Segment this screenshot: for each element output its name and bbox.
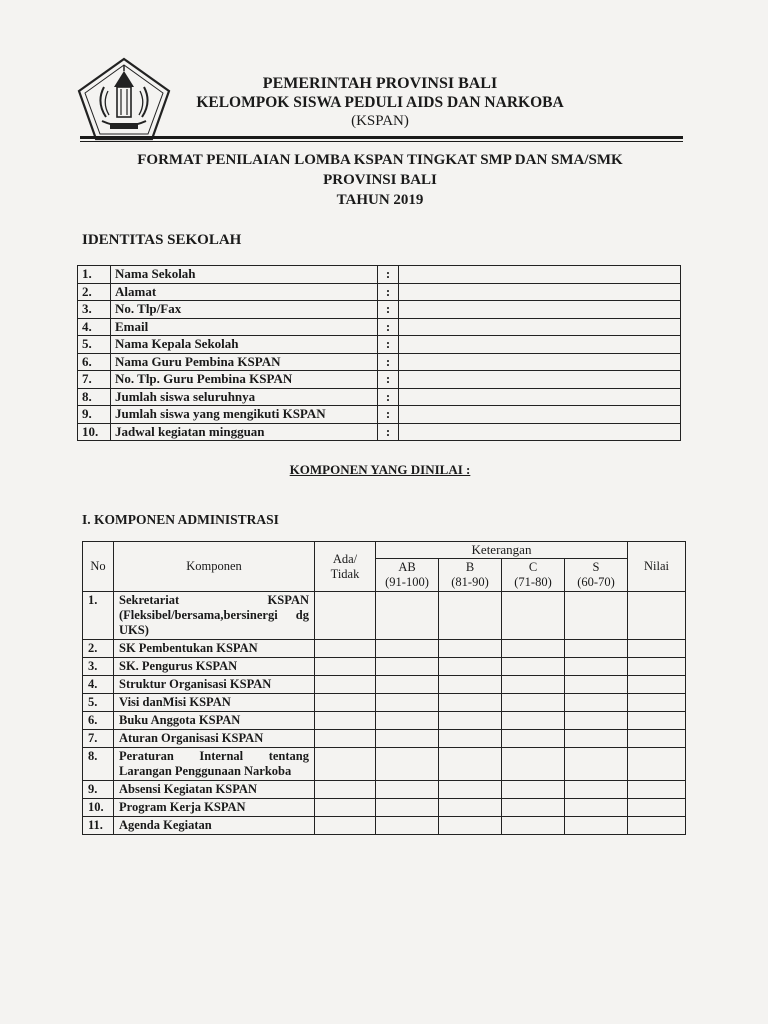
identity-row [78, 388, 681, 406]
identity-row-colon: : [378, 266, 399, 284]
identity-row-value[interactable] [399, 371, 681, 389]
admin-row-nilai-cell[interactable] [628, 676, 686, 694]
admin-row-grade-cell[interactable] [565, 748, 628, 781]
admin-row-grade-cell[interactable] [376, 748, 439, 781]
identity-table [77, 265, 681, 441]
letterhead-line-1: PEMERINTAH PROVINSI BALI [262, 75, 498, 92]
identity-row-label: No. Tlp/Fax [111, 301, 378, 319]
admin-section-title: I. KOMPONEN ADMINISTRASI [82, 512, 279, 527]
admin-row-grade-cell[interactable] [502, 781, 565, 799]
admin-row-grade-cell[interactable] [565, 658, 628, 676]
admin-row-grade-cell[interactable] [376, 712, 439, 730]
admin-row-grade-cell[interactable] [439, 592, 502, 640]
admin-row-grade-cell[interactable] [565, 712, 628, 730]
identity-row [78, 318, 681, 336]
admin-row-grade-cell[interactable] [565, 676, 628, 694]
header-no: No [83, 542, 114, 592]
admin-row-no: 4. [83, 676, 114, 694]
admin-row [83, 712, 686, 730]
header-grade-code: B [465, 560, 475, 574]
admin-row [83, 676, 686, 694]
identity-row-label: Jumlah siswa seluruhnya [111, 388, 378, 406]
admin-row-no: 11. [83, 817, 114, 835]
admin-row [83, 658, 686, 676]
form-title-line-1: FORMAT PENILAIAN LOMBA KSPAN TINGKAT SMP DAN SMA/SMK [137, 152, 623, 168]
identity-section-title: IDENTITAS SEKOLAH [82, 232, 242, 248]
admin-row-ada-tidak-cell[interactable] [315, 817, 376, 835]
admin-row-grade-cell[interactable] [376, 592, 439, 640]
admin-row-nilai-cell[interactable] [628, 592, 686, 640]
admin-row-komponen: Sekretariat KSPAN (Fleksibel/bersama,bersinergi dg UKS) [114, 592, 315, 640]
identity-row-value[interactable] [399, 388, 681, 406]
identity-row [78, 353, 681, 371]
identity-row-colon: : [378, 336, 399, 354]
admin-row-grade-cell[interactable] [376, 781, 439, 799]
identity-row-no: 5. [78, 336, 111, 354]
admin-row-grade-cell[interactable] [565, 592, 628, 640]
admin-row-grade-cell[interactable] [439, 748, 502, 781]
admin-row-grade-cell[interactable] [376, 799, 439, 817]
admin-row-ada-tidak-cell[interactable] [315, 712, 376, 730]
identity-row-colon: : [378, 283, 399, 301]
admin-row-grade-cell[interactable] [439, 694, 502, 712]
identity-row-value[interactable] [399, 336, 681, 354]
admin-row-nilai-cell[interactable] [628, 781, 686, 799]
admin-row [83, 730, 686, 748]
header-keterangan: Keterangan [376, 542, 628, 559]
admin-row-no: 3. [83, 658, 114, 676]
identity-row-no: 3. [78, 301, 111, 319]
identity-row-colon: : [378, 406, 399, 424]
identity-row-colon: : [378, 371, 399, 389]
identity-row-no: 7. [78, 371, 111, 389]
identity-row [78, 423, 681, 441]
komponen-title: KOMPONEN YANG DINILAI : [289, 462, 471, 477]
admin-row-grade-cell[interactable] [439, 799, 502, 817]
admin-row-no: 10. [83, 799, 114, 817]
identity-row-value[interactable] [399, 318, 681, 336]
admin-row [83, 592, 686, 640]
header-grade-range: (71-80) [514, 575, 552, 589]
header-grade [565, 559, 628, 592]
identity-row-value[interactable] [399, 353, 681, 371]
admin-row-nilai-cell[interactable] [628, 640, 686, 658]
admin-row-ada-tidak-cell[interactable] [315, 676, 376, 694]
admin-row-komponen: Buku Anggota KSPAN [114, 712, 315, 730]
admin-row-grade-cell[interactable] [376, 730, 439, 748]
admin-row-nilai-cell[interactable] [628, 730, 686, 748]
identity-row-label: Jumlah siswa yang mengikuti KSPAN [111, 406, 378, 424]
header-grade-code: C [528, 560, 538, 574]
identity-row-no: 10. [78, 423, 111, 441]
admin-row-komponen: Visi danMisi KSPAN [114, 694, 315, 712]
admin-row-ada-tidak-cell[interactable] [315, 730, 376, 748]
identity-row [78, 283, 681, 301]
identity-row-label: No. Tlp. Guru Pembina KSPAN [111, 371, 378, 389]
admin-row-ada-tidak-cell[interactable] [315, 640, 376, 658]
identity-row-label: Email [111, 318, 378, 336]
header-grade [502, 559, 565, 592]
admin-row [83, 694, 686, 712]
identity-row-value[interactable] [399, 266, 681, 284]
admin-row-grade-cell[interactable] [376, 817, 439, 835]
admin-row-ada-tidak-cell[interactable] [315, 781, 376, 799]
admin-row-komponen: SK Pembentukan KSPAN [114, 640, 315, 658]
form-title-line-3: TAHUN 2019 [336, 192, 424, 208]
admin-row-nilai-cell[interactable] [628, 694, 686, 712]
header-nilai: Nilai [628, 542, 686, 592]
admin-row-grade-cell[interactable] [376, 640, 439, 658]
identity-row [78, 301, 681, 319]
header-komponen: Komponen [114, 542, 315, 592]
identity-row-no: 9. [78, 406, 111, 424]
admin-row-nilai-cell[interactable] [628, 712, 686, 730]
admin-row-grade-cell[interactable] [502, 799, 565, 817]
letterhead-rule-thin [80, 141, 683, 142]
admin-row-no: 2. [83, 640, 114, 658]
identity-row-label: Nama Guru Pembina KSPAN [111, 353, 378, 371]
admin-row-ada-tidak-cell[interactable] [315, 658, 376, 676]
admin-row-ada-tidak-cell[interactable] [315, 799, 376, 817]
identity-row [78, 371, 681, 389]
identity-row-no: 4. [78, 318, 111, 336]
identity-row [78, 336, 681, 354]
form-title-line-2: PROVINSI BALI [323, 172, 437, 188]
admin-row-no: 6. [83, 712, 114, 730]
admin-row [83, 799, 686, 817]
admin-row-komponen: Aturan Organisasi KSPAN [114, 730, 315, 748]
admin-row-grade-cell[interactable] [565, 799, 628, 817]
admin-row-grade-cell[interactable] [376, 658, 439, 676]
identity-row-colon: : [378, 318, 399, 336]
header-grade [376, 559, 439, 592]
admin-row-no: 5. [83, 694, 114, 712]
identity-row-no: 1. [78, 266, 111, 284]
admin-row-nilai-cell[interactable] [628, 658, 686, 676]
admin-row [83, 817, 686, 835]
identity-row-no: 2. [78, 283, 111, 301]
header-ada-tidak [315, 542, 376, 592]
header-grade-range: (81-90) [451, 575, 489, 589]
admin-row-grade-cell[interactable] [502, 694, 565, 712]
identity-row [78, 406, 681, 424]
identity-row-value[interactable] [399, 301, 681, 319]
identity-row-no: 8. [78, 388, 111, 406]
identity-row-value[interactable] [399, 406, 681, 424]
admin-row-grade-cell[interactable] [376, 694, 439, 712]
letterhead-line-3: (KSPAN) [351, 113, 409, 129]
letterhead-rule-thick [80, 136, 683, 139]
header-grade-code: S [592, 560, 600, 574]
admin-row-grade-cell[interactable] [565, 730, 628, 748]
admin-row-grade-cell[interactable] [376, 676, 439, 694]
admin-row-grade-cell[interactable] [502, 592, 565, 640]
identity-row-label: Nama Kepala Sekolah [111, 336, 378, 354]
admin-row [83, 781, 686, 799]
identity-row-colon: : [378, 423, 399, 441]
header-grade [439, 559, 502, 592]
admin-row-no: 9. [83, 781, 114, 799]
header-grade-code: AB [398, 560, 416, 574]
header-tidak: Tidak [330, 566, 360, 581]
admin-row-grade-cell[interactable] [439, 817, 502, 835]
header-grade-range: (91-100) [385, 575, 429, 589]
admin-row-grade-cell[interactable] [439, 730, 502, 748]
admin-row-grade-cell[interactable] [439, 676, 502, 694]
header-ada: Ada/ [332, 551, 358, 566]
admin-row-grade-cell[interactable] [565, 817, 628, 835]
admin-row-nilai-cell[interactable] [628, 817, 686, 835]
header-grade-range: (60-70) [577, 575, 615, 589]
admin-row-grade-cell[interactable] [565, 781, 628, 799]
identity-row-value[interactable] [399, 283, 681, 301]
identity-row-label: Nama Sekolah [111, 266, 378, 284]
identity-row-colon: : [378, 353, 399, 371]
identity-row-no: 6. [78, 353, 111, 371]
admin-row-grade-cell[interactable] [565, 640, 628, 658]
admin-row-grade-cell[interactable] [565, 694, 628, 712]
admin-row-grade-cell[interactable] [502, 640, 565, 658]
identity-row-colon: : [378, 388, 399, 406]
admin-row-nilai-cell[interactable] [628, 799, 686, 817]
admin-row-grade-cell[interactable] [502, 676, 565, 694]
admin-row-no: 1. [83, 592, 114, 640]
bali-province-emblem-icon [76, 57, 172, 141]
admin-row-no: 8. [83, 748, 114, 781]
admin-row-grade-cell[interactable] [439, 658, 502, 676]
admin-row-ada-tidak-cell[interactable] [315, 748, 376, 781]
identity-row-value[interactable] [399, 423, 681, 441]
identity-row-label: Jadwal kegiatan mingguan [111, 423, 378, 441]
admin-row-grade-cell[interactable] [502, 748, 565, 781]
admin-row-grade-cell[interactable] [439, 640, 502, 658]
admin-row [83, 640, 686, 658]
admin-row-komponen: Peraturan Internal tentang Larangan Penggunaan Narkoba [114, 748, 315, 781]
admin-row-komponen: Absensi Kegiatan KSPAN [114, 781, 315, 799]
admin-row-komponen: Agenda Kegiatan [114, 817, 315, 835]
admin-row-grade-cell[interactable] [502, 730, 565, 748]
admin-row-komponen: Program Kerja KSPAN [114, 799, 315, 817]
admin-row-komponen: SK. Pengurus KSPAN [114, 658, 315, 676]
admin-row-ada-tidak-cell[interactable] [315, 592, 376, 640]
admin-row-nilai-cell[interactable] [628, 748, 686, 781]
admin-row [83, 748, 686, 781]
letterhead-line-2: KELOMPOK SISWA PEDULI AIDS DAN NARKOBA [196, 94, 564, 111]
admin-row-grade-cell[interactable] [439, 712, 502, 730]
identity-row [78, 266, 681, 284]
admin-table [82, 541, 686, 835]
admin-row-ada-tidak-cell[interactable] [315, 694, 376, 712]
admin-row-grade-cell[interactable] [502, 712, 565, 730]
admin-row-no: 7. [83, 730, 114, 748]
admin-row-komponen: Struktur Organisasi KSPAN [114, 676, 315, 694]
admin-row-grade-cell[interactable] [502, 658, 565, 676]
admin-row-grade-cell[interactable] [502, 817, 565, 835]
admin-row-grade-cell[interactable] [439, 781, 502, 799]
identity-row-colon: : [378, 301, 399, 319]
identity-row-label: Alamat [111, 283, 378, 301]
